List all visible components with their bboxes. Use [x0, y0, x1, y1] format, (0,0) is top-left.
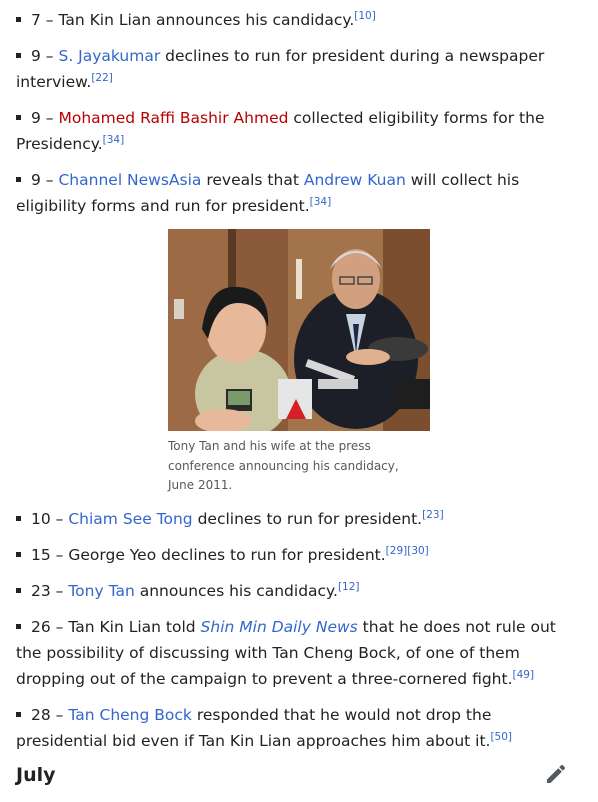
event-separator: – — [40, 11, 59, 29]
event-text: will collect his eligibility forms and run for president. — [16, 171, 520, 215]
event-day: 28 — [31, 705, 51, 724]
event-item — [16, 542, 584, 568]
event-separator: – — [40, 47, 59, 65]
bullet-icon — [16, 552, 21, 557]
event-separator: – — [50, 705, 69, 724]
event-item — [16, 614, 584, 692]
event-list-bottom — [0, 506, 598, 754]
bullet-icon — [16, 115, 21, 120]
bullet-icon — [16, 53, 21, 58]
section-header-july[interactable] — [16, 760, 582, 794]
bullet-icon — [16, 516, 21, 521]
citation-link[interactable]: [12] — [337, 580, 360, 593]
event-separator: – — [40, 109, 59, 127]
event-separator: – — [40, 171, 59, 189]
event-item — [16, 578, 584, 604]
event-text: collected eligibility forms for the Presidency. — [16, 109, 545, 153]
bullet-icon — [16, 177, 21, 182]
event-text: declines to run for president. — [192, 509, 423, 528]
event-day: 15 — [31, 545, 51, 564]
article-link[interactable]: S. Jayakumar — [58, 47, 161, 65]
event-text: declines to run for president during a newspaper interview. — [16, 47, 545, 91]
event-item — [16, 506, 584, 532]
event-text: Tan Kin Lian told — [68, 617, 201, 636]
pencil-icon[interactable] — [544, 762, 568, 786]
event-day: 9 — [31, 109, 41, 127]
event-text: reveals that — [201, 171, 304, 189]
article-link[interactable]: Tan Cheng Bock — [68, 705, 192, 724]
event-text: that he does not rule out the possibility of discussing with Tan Cheng Bock, of one of them dropping out of the campaign to prevent a three-cornered fight. — [16, 617, 556, 688]
event-list-top — [0, 0, 598, 219]
bullet-icon — [16, 624, 21, 629]
press-conference-photo[interactable] — [168, 229, 430, 431]
event-item — [16, 167, 584, 219]
article-link[interactable]: Channel NewsAsia — [58, 171, 202, 189]
article-link[interactable]: Shin Min Daily News — [200, 617, 358, 636]
citation-link[interactable]: [34] — [309, 195, 332, 208]
event-text: announces his candidacy. — [134, 581, 338, 600]
event-item — [16, 105, 584, 157]
bullet-icon — [16, 712, 21, 717]
bullet-icon — [16, 588, 21, 593]
event-item — [16, 702, 584, 754]
event-day: 26 — [31, 617, 51, 636]
citation-link[interactable]: [49] — [512, 668, 535, 681]
event-day: 10 — [31, 509, 51, 528]
event-text: responded that he would not drop the presidential bid even if Tan Kin Lian approaches him about it. — [16, 705, 492, 750]
article-link[interactable]: Tony Tan — [68, 581, 135, 600]
article-figure — [168, 229, 430, 496]
event-day: 23 — [31, 581, 51, 600]
red-article-link[interactable]: Mohamed Raffi Bashir Ahmed — [58, 109, 289, 127]
event-text: George Yeo declines to run for president. — [68, 545, 386, 564]
event-separator: – — [50, 617, 69, 636]
section-heading: July — [16, 764, 56, 786]
event-day: 9 — [31, 47, 41, 65]
citation-link[interactable]: [10] — [354, 9, 376, 22]
bullet-icon — [16, 17, 21, 22]
event-item — [16, 43, 584, 95]
citation-link[interactable]: [23] — [422, 508, 444, 521]
event-text: Tan Kin Lian announces his candidacy. — [58, 11, 355, 29]
event-day: 9 — [31, 171, 41, 189]
event-separator: – — [50, 509, 69, 528]
article-link[interactable]: Chiam See Tong — [68, 509, 193, 528]
citation-link[interactable]: [29][30] — [385, 544, 429, 557]
citation-link[interactable]: [34] — [102, 133, 125, 146]
citation-link[interactable]: [50] — [490, 730, 513, 743]
event-day: 7 — [31, 11, 41, 29]
event-separator: – — [50, 545, 69, 564]
article-link[interactable]: Andrew Kuan — [303, 171, 406, 189]
event-item — [16, 7, 584, 33]
event-separator: – — [50, 581, 69, 600]
citation-link[interactable]: [22] — [91, 71, 113, 84]
figure-caption: Tony Tan and his wife at the press conference announcing his candidacy, June 2011. — [168, 439, 399, 492]
